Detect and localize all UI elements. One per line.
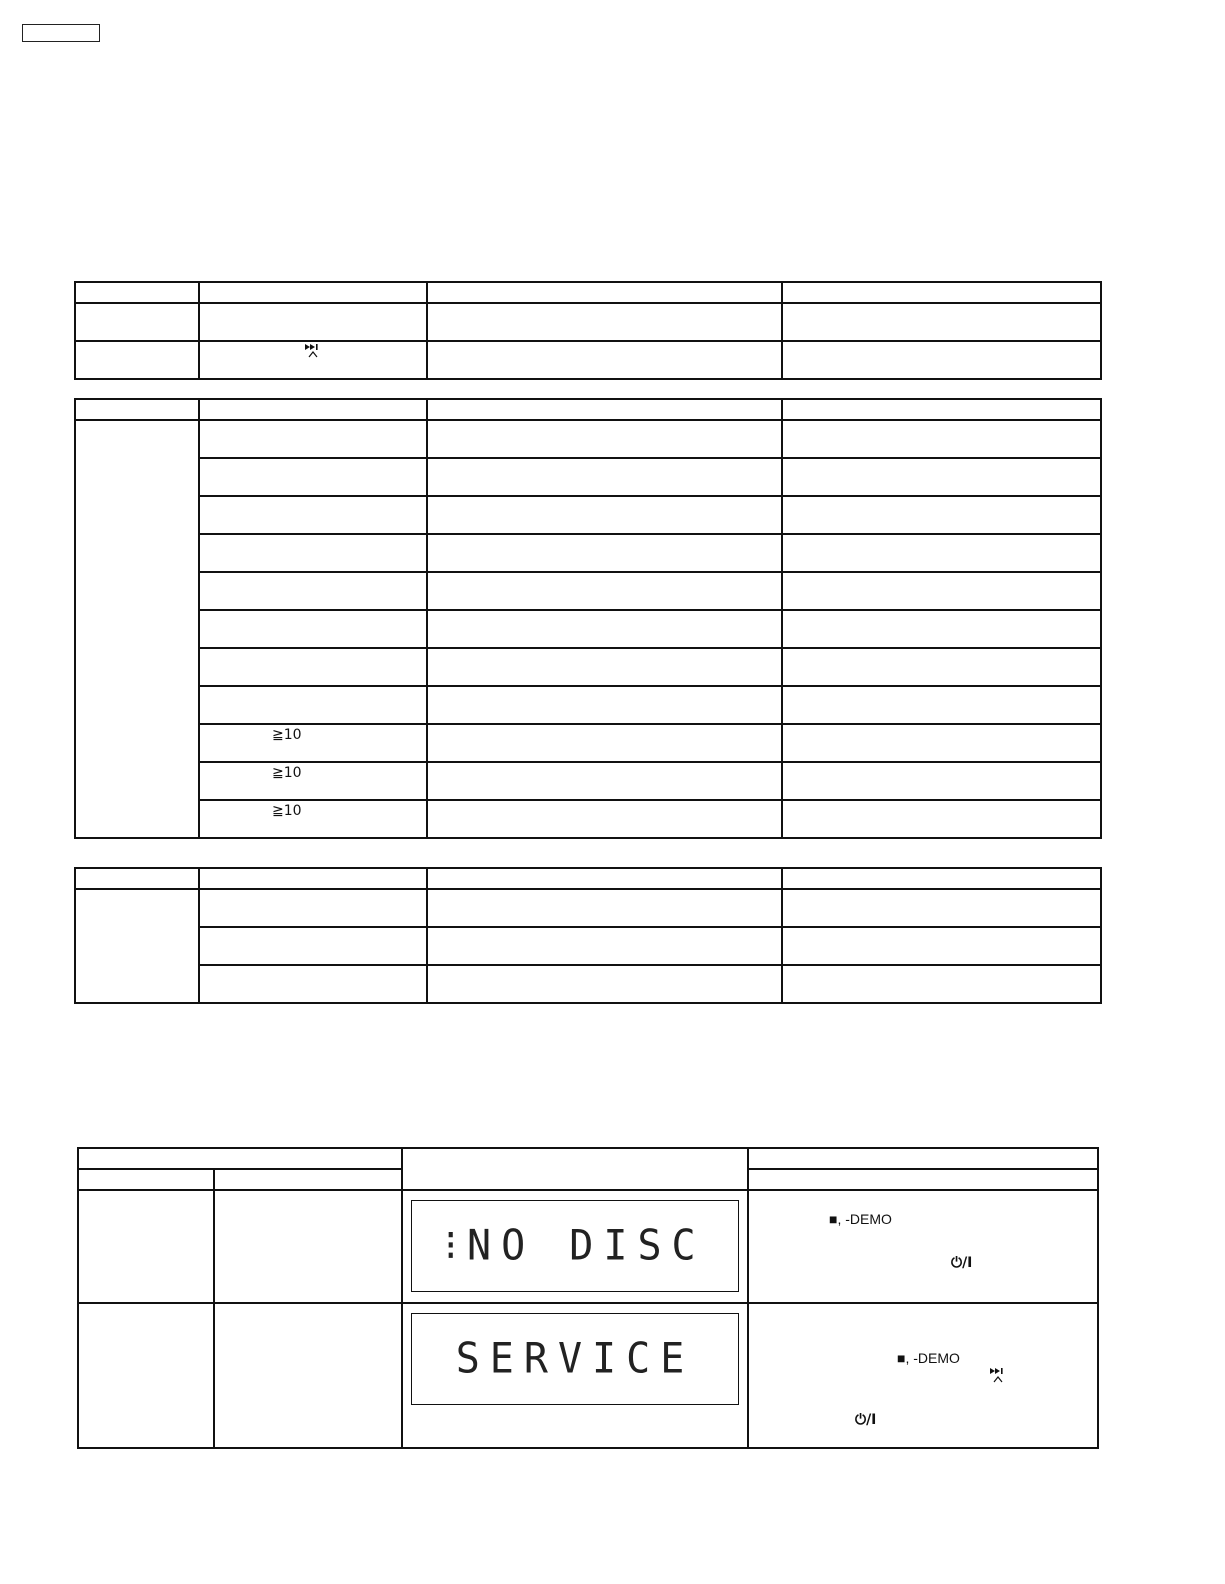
header-cell — [782, 868, 1101, 889]
table-cell — [427, 610, 782, 648]
table-cell — [427, 303, 782, 341]
group-cell — [75, 420, 199, 838]
table-cell — [782, 572, 1101, 610]
condition-cell — [199, 724, 427, 762]
table-cell — [782, 965, 1101, 1003]
table-cell — [427, 762, 782, 800]
table-row — [75, 965, 1101, 1003]
table-row — [75, 458, 1101, 496]
table-cell — [427, 458, 782, 496]
power-icon: ⏻/I — [951, 1255, 973, 1271]
table-cell — [782, 341, 1101, 379]
group-cell — [75, 889, 199, 1003]
condition-cell — [199, 927, 427, 965]
header-cell — [748, 1169, 1098, 1190]
table-cell — [782, 534, 1101, 572]
header-cell — [78, 1169, 214, 1190]
condition-cell — [199, 889, 427, 927]
skip-next-icon — [989, 1366, 1007, 1384]
condition-cell — [199, 458, 427, 496]
table-row — [75, 648, 1101, 686]
header-cell — [427, 282, 782, 303]
table-cell — [427, 927, 782, 965]
condition-cell — [199, 648, 427, 686]
table-cell — [427, 648, 782, 686]
lcd-display — [411, 1313, 739, 1405]
table-cell — [427, 800, 782, 838]
header-cell — [427, 399, 782, 420]
stop-demo-label: ■, -DEMO — [829, 1211, 892, 1227]
condition-mark: ≧10 — [272, 765, 302, 781]
stop-demo-label: ■, -DEMO — [897, 1350, 960, 1366]
table-row — [75, 341, 1101, 379]
condition-cell — [199, 762, 427, 800]
skip-next-icon — [304, 342, 322, 358]
table-row — [75, 496, 1101, 534]
table-row — [75, 927, 1101, 965]
header-cell — [214, 1169, 402, 1190]
table-cell — [427, 889, 782, 927]
table-row — [78, 1190, 1098, 1303]
table-cell — [782, 800, 1101, 838]
condition-cell — [199, 572, 427, 610]
mode-table — [77, 1147, 1099, 1449]
condition-mark: ≧10 — [272, 803, 302, 819]
table-cell — [427, 965, 782, 1003]
header-cell — [78, 1148, 402, 1169]
table-row — [75, 686, 1101, 724]
diagnosis-table-1 — [74, 281, 1102, 380]
table-row — [75, 889, 1101, 927]
table-row — [75, 303, 1101, 341]
table-cell — [782, 458, 1101, 496]
table-cell — [782, 648, 1101, 686]
table-row — [78, 1303, 1098, 1448]
condition-cell — [199, 303, 427, 341]
procedure-cell — [748, 1303, 1098, 1448]
condition-cell — [199, 800, 427, 838]
header-cell — [782, 399, 1101, 420]
table-cell — [427, 724, 782, 762]
lcd-display — [411, 1200, 739, 1292]
page-tag-box — [22, 24, 100, 42]
table-row — [75, 762, 1101, 800]
lcd-text: ⁝NO DISC — [444, 1221, 706, 1271]
table-cell — [782, 927, 1101, 965]
display-cell — [402, 1303, 748, 1448]
header-cell — [199, 399, 427, 420]
condition-cell — [199, 534, 427, 572]
table-cell — [782, 496, 1101, 534]
table-cell — [427, 534, 782, 572]
header-cell — [427, 868, 782, 889]
table-header-row — [78, 1148, 1098, 1169]
table-cell — [782, 889, 1101, 927]
table-cell — [214, 1190, 402, 1303]
table-header-row — [75, 868, 1101, 889]
diagnosis-table-2 — [74, 398, 1102, 839]
condition-cell — [199, 341, 427, 379]
header-cell — [748, 1148, 1098, 1169]
table-row — [75, 800, 1101, 838]
table-row — [75, 534, 1101, 572]
condition-cell — [199, 965, 427, 1003]
table-cell — [75, 341, 199, 379]
diagnosis-table-3 — [74, 867, 1102, 1004]
table-cell — [78, 1303, 214, 1448]
table-cell — [782, 610, 1101, 648]
table-cell — [427, 420, 782, 458]
procedure-cell — [748, 1190, 1098, 1303]
lcd-text: SERVICE — [455, 1334, 695, 1384]
condition-cell — [199, 610, 427, 648]
power-icon: ⏻/I — [855, 1412, 877, 1428]
header-cell — [75, 868, 199, 889]
condition-cell — [199, 686, 427, 724]
header-cell — [402, 1148, 748, 1190]
table-row — [75, 724, 1101, 762]
table-cell — [782, 724, 1101, 762]
table-cell — [782, 686, 1101, 724]
table-cell — [427, 496, 782, 534]
table-cell — [78, 1190, 214, 1303]
table-cell — [75, 303, 199, 341]
table-header-row — [75, 282, 1101, 303]
table-cell — [782, 420, 1101, 458]
header-cell — [199, 282, 427, 303]
table-cell — [427, 341, 782, 379]
table-row — [75, 572, 1101, 610]
table-cell — [427, 686, 782, 724]
table-cell — [427, 572, 782, 610]
table-cell — [782, 303, 1101, 341]
table-cell — [782, 762, 1101, 800]
table-cell — [214, 1303, 402, 1448]
header-cell — [75, 399, 199, 420]
table-row — [75, 610, 1101, 648]
header-cell — [782, 282, 1101, 303]
condition-cell — [199, 496, 427, 534]
table-row — [75, 420, 1101, 458]
condition-cell — [199, 420, 427, 458]
header-cell — [75, 282, 199, 303]
display-cell — [402, 1190, 748, 1303]
header-cell — [199, 868, 427, 889]
table-header-row — [75, 399, 1101, 420]
condition-mark: ≧10 — [272, 727, 302, 743]
